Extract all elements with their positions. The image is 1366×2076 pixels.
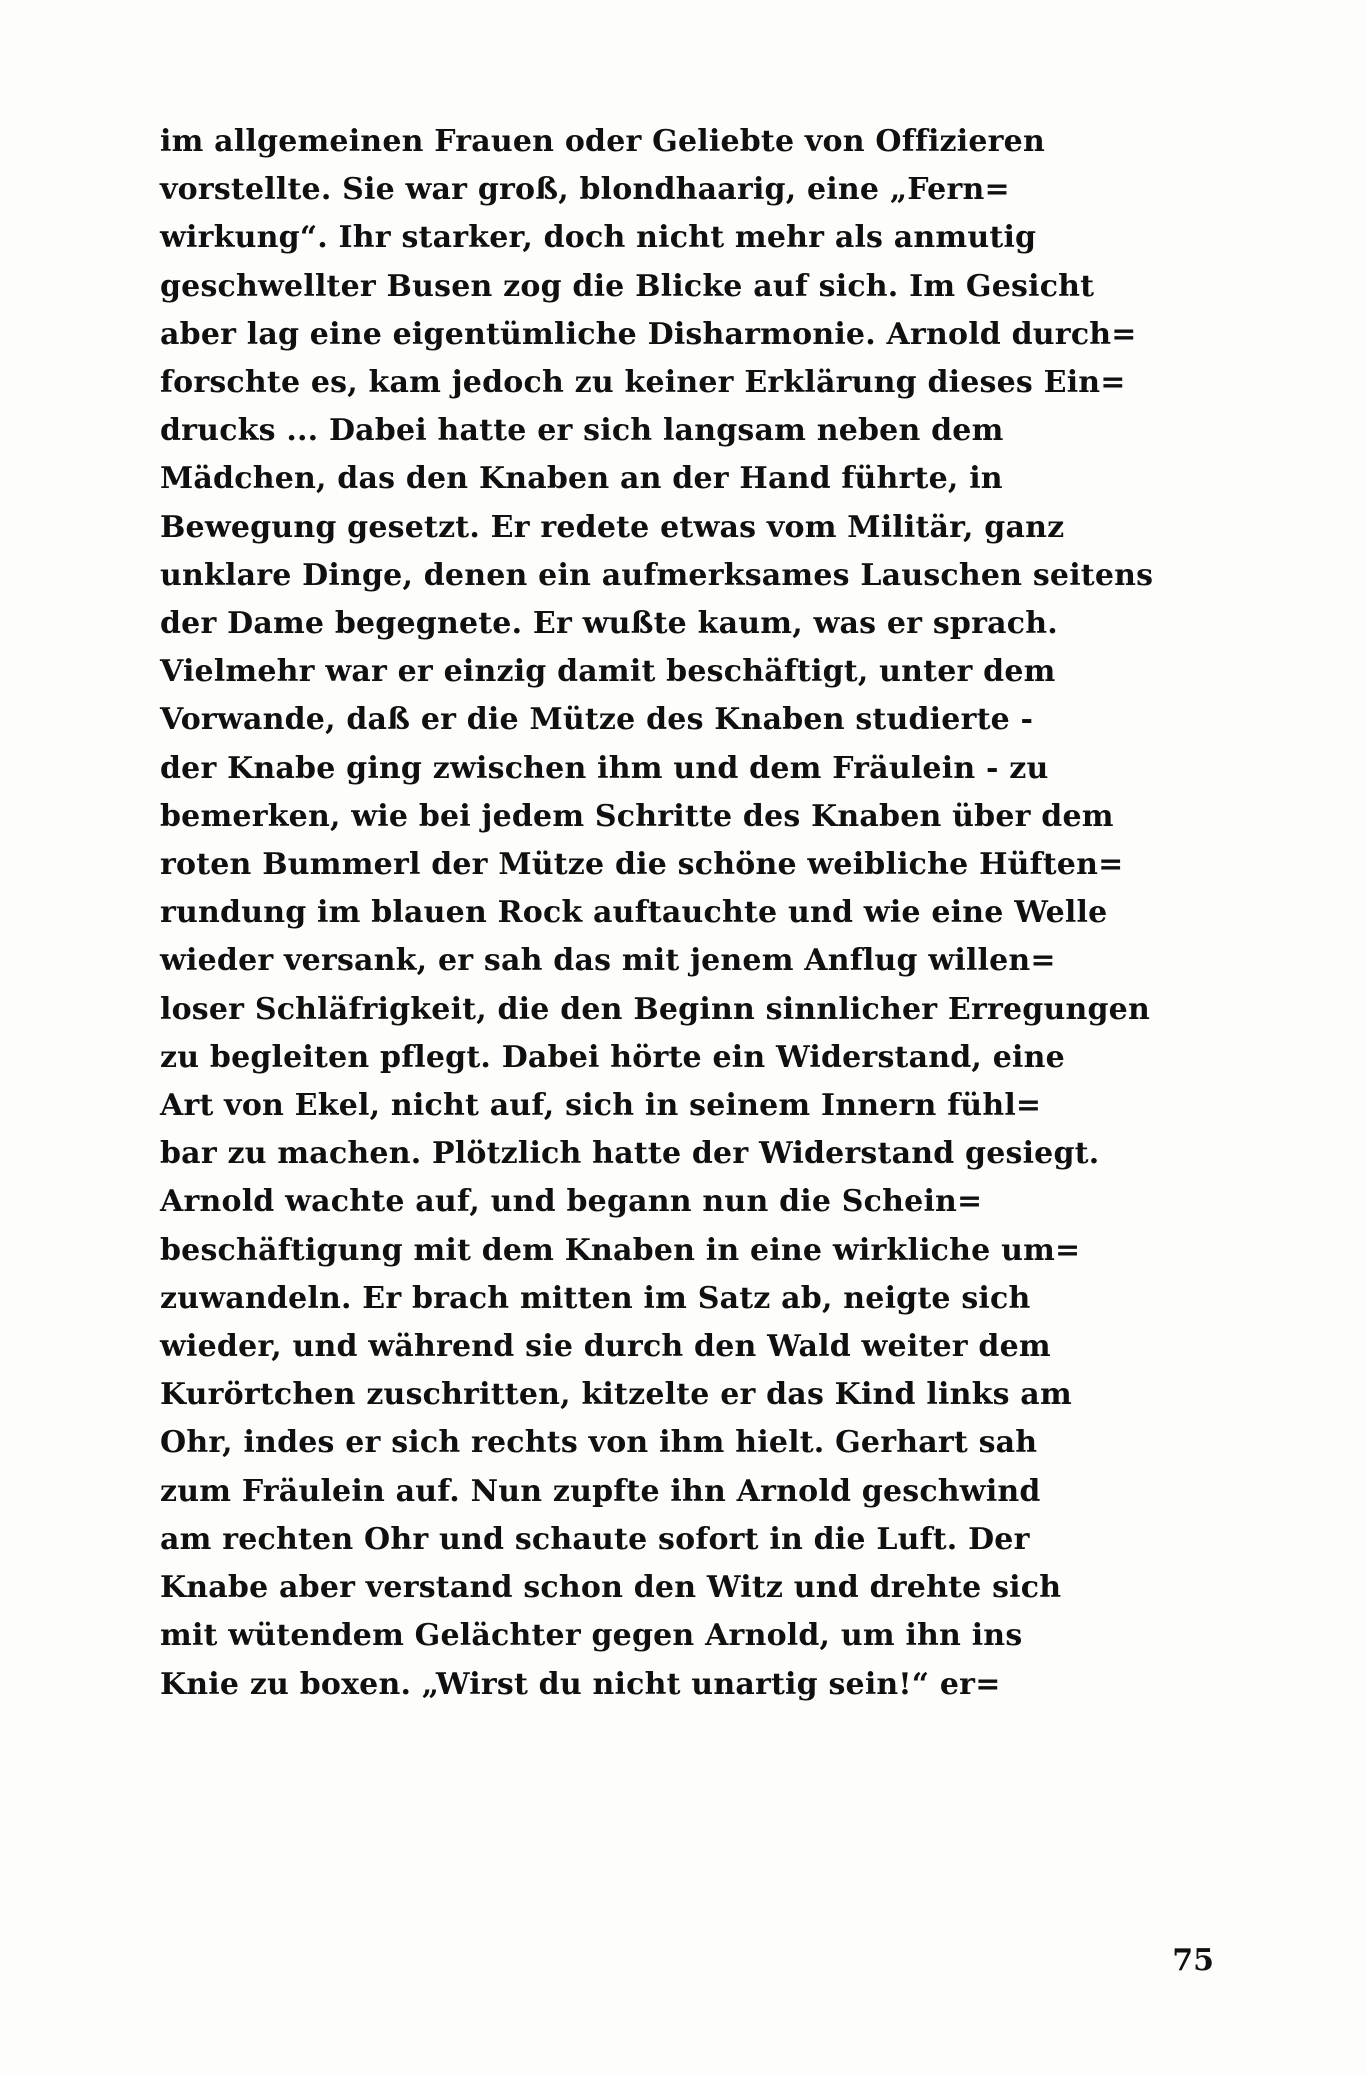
text-line-content: mit wütendem Gelächter gegen Arnold, um ihn ins [160,1618,1023,1654]
text-line [160,793,1160,841]
text-line [160,1564,1160,1612]
text-line-content: forschte es, kam jedoch zu keiner Erklärung dieses Ein= [160,365,1126,401]
text-line-content: aber lag eine eigentümliche Disharmonie. Arnold durch= [160,316,1137,352]
text-line-content: Vielmehr war er einzig damit beschäftigt, unter dem [160,654,1056,690]
text-line [160,1034,1160,1082]
text-line [160,600,1160,648]
text-line-content: roten Bummerl der Mütze die schöne weibliche Hüften= [160,847,1124,883]
text-line-content: geschwellter Busen zog die Blicke auf sich. Im Gesicht [160,268,1095,304]
text-line [160,696,1160,744]
text-line [160,1227,1160,1275]
text-line-content: wieder versank, er sah das mit jenem Anflug willen= [160,943,1056,979]
text-line-content: Arnold wachte auf, und begann nun die Schein= [160,1184,983,1220]
text-line-content: Knie zu boxen. „Wirst du nicht unartig sein!“ er= [160,1666,1001,1702]
text-line [160,166,1160,214]
text-line-content: bemerken, wie bei jedem Schritte des Knaben über dem [160,798,1114,834]
text-line-content: Knabe aber verstand schon den Witz und drehte sich [160,1570,1062,1606]
text-line [160,1178,1160,1226]
text-line-content: vorstellte. Sie war groß, blondhaarig, eine „Fern= [160,172,1010,208]
text-line [160,1661,1160,1709]
text-line-content: bar zu machen. Plötzlich hatte der Widerstand gesiegt. [160,1136,1100,1172]
text-line-content: zuwandeln. Er brach mitten im Satz ab, neigte sich [160,1280,1031,1316]
text-line [160,263,1160,311]
text-line [160,1371,1160,1419]
text-line-content: drucks ... Dabei hatte er sich langsam neben dem [160,413,1004,449]
text-line [160,455,1160,503]
text-line-content: der Knabe ging zwischen ihm und dem Fräulein - zu [160,750,1049,786]
text-line [160,937,1160,985]
text-line [160,504,1160,552]
text-line [160,1516,1160,1564]
text-line [160,1419,1160,1467]
text-line-content: zu begleiten pflegt. Dabei hörte ein Widerstand, eine [160,1039,1065,1075]
text-line [160,1468,1160,1516]
text-line [160,407,1160,455]
text-line [160,648,1160,696]
text-line [160,311,1160,359]
text-line [160,118,1160,166]
text-line-content: der Dame begegnete. Er wußte kaum, was er sprach. [160,606,1058,642]
text-line-content: Vorwande, daß er die Mütze des Knaben studierte - [160,702,1034,738]
text-line [160,1323,1160,1371]
text-line [160,1130,1160,1178]
text-line [160,745,1160,793]
text-line-content: Mädchen, das den Knaben an der Hand führte, in [160,461,1003,497]
text-line-content: am rechten Ohr und schaute sofort in die Luft. Der [160,1521,1030,1557]
text-line-content: Kurörtchen zuschritten, kitzelte er das Kind links am [160,1377,1072,1413]
text-line-content: im allgemeinen Frauen oder Geliebte von Offizieren [160,124,1045,159]
text-line [160,359,1160,407]
text-line-content: beschäftigung mit dem Knaben in eine wirkliche um= [160,1232,1081,1268]
text-line [160,1275,1160,1323]
page-number: 75 [1172,1943,1214,1978]
text-line [160,1082,1160,1130]
text-line-content: Art von Ekel, nicht auf, sich in seinem Innern fühl= [160,1088,1042,1124]
text-line-content: rundung im blauen Rock auftauchte und wie eine Welle [160,895,1108,931]
text-line [160,214,1160,262]
text-line [160,552,1160,600]
text-line-content: unklare Dinge, denen ein aufmerksames Lauschen seitens [160,557,1154,593]
text-line-content: Bewegung gesetzt. Er redete etwas vom Militär, ganz [160,509,1065,545]
text-line [160,1612,1160,1660]
text-line-content: zum Fräulein auf. Nun zupfte ihn Arnold geschwind [160,1473,1041,1509]
text-line [160,841,1160,889]
body-text [160,118,1160,1709]
text-line-content: Ohr, indes er sich rechts von ihm hielt. Gerhart sah [160,1425,1038,1461]
text-line [160,889,1160,937]
text-line [160,986,1160,1034]
text-line-content: wirkung“. Ihr starker, doch nicht mehr als anmutig [160,220,1037,256]
text-line-content: wieder, und während sie durch den Wald weiter dem [160,1329,1051,1365]
text-line-content: loser Schläfrigkeit, die den Beginn sinnlicher Erregungen [160,991,1150,1027]
